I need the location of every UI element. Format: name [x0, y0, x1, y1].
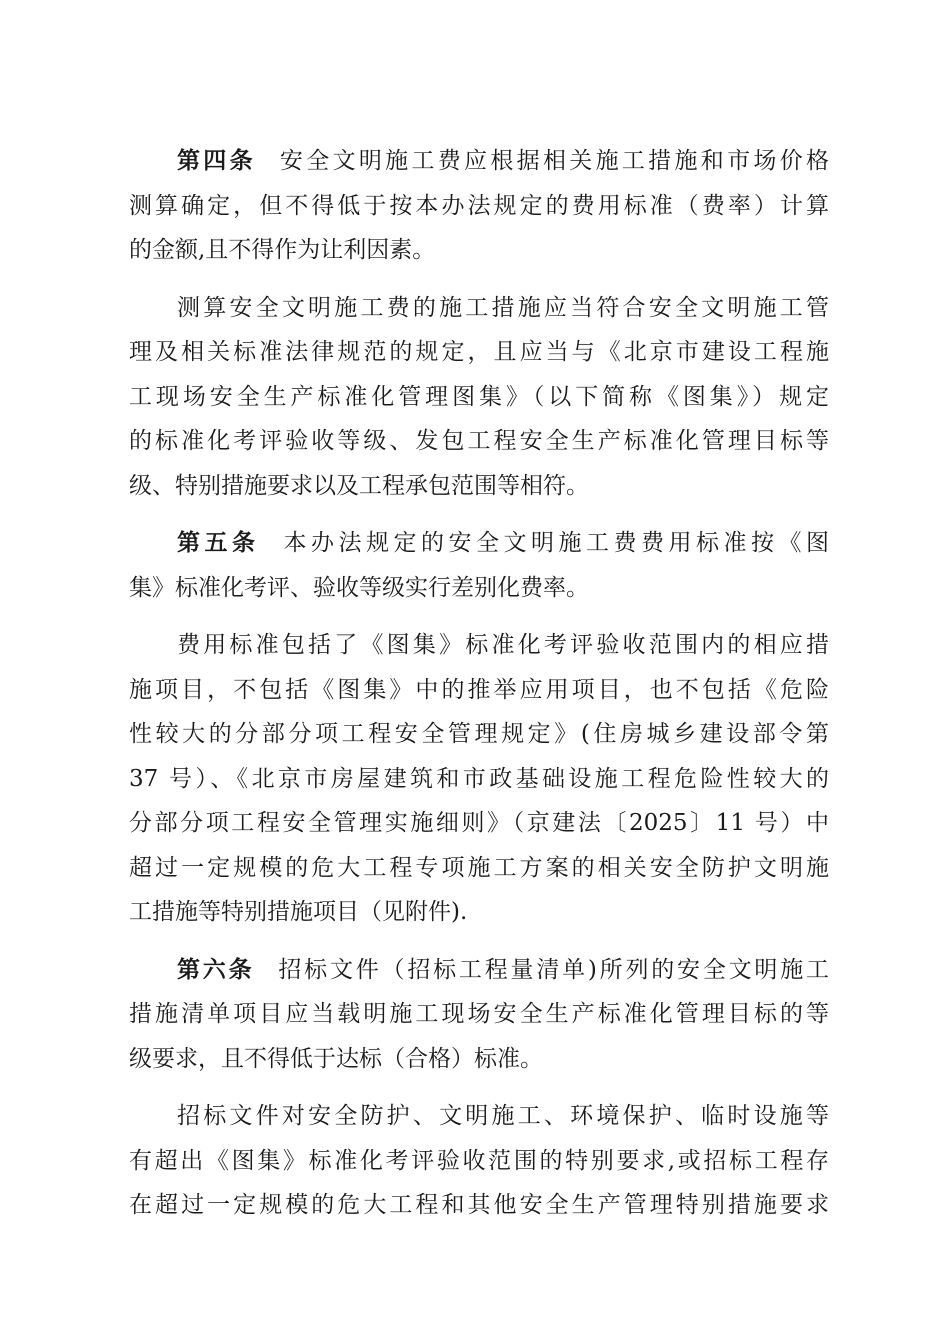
- paragraph-line: 测算确定，但不得低于按本办法规定的费用标准（费率）计算: [129, 192, 829, 219]
- paragraph-line: 级、特别措施要求以及工程承包范围等相符。: [129, 472, 589, 499]
- paragraph-line: 测算安全文明施工费的施工措施应当符合安全文明施工管: [177, 294, 829, 321]
- paragraph-line: 第五条 本办法规定的安全文明施工费费用标准按《图: [177, 529, 829, 556]
- paragraph-line: 的金额,且不得作为让利因素。: [129, 237, 436, 263]
- article-heading: 第四条: [177, 147, 256, 174]
- paragraph-line: 有超出《图集》标准化考评验收范围的特别要求,或招标工程存: [129, 1147, 829, 1174]
- paragraph-line: 工措施等特别措施项目（见附件).: [129, 899, 468, 925]
- paragraph-line: 施项目，不包括《图集》中的推举应用项目，也不包括《危险: [129, 676, 829, 703]
- document-body: [129, 139, 829, 1228]
- paragraph-line: 招标文件对安全防护、文明施工、环境保护、临时设施等: [177, 1103, 829, 1129]
- paragraph-line: 集》标准化考评、验收等级实行差别化费率。: [129, 574, 589, 601]
- paragraph-line: 费用标准包括了《图集》标准化考评验收范围内的相应措: [177, 632, 829, 658]
- paragraph: [129, 1094, 829, 1228]
- paragraph-line: 分部分项工程安全管理实施细则》（京建法〔2025〕11 号）中: [129, 810, 829, 836]
- paragraph-line: 理及相关标准法律规范的规定，且应当与《北京市建设工程施: [129, 339, 829, 365]
- paragraph-line: 措施清单项目应当载明施工现场安全生产标准化管理目标的等: [129, 1001, 829, 1027]
- paragraph-line: 级要求，且不得低于达标（合格）标准。: [129, 1045, 543, 1072]
- paragraph-line: 第六条 招标文件（招标工程量清单)所列的安全文明施工: [177, 955, 829, 983]
- paragraph: [129, 623, 829, 935]
- article-heading: 第六条: [177, 955, 255, 983]
- paragraph-line: 第四条 安全文明施工费应根据相关施工措施和市场价格: [177, 147, 829, 174]
- paragraph-article-5: [129, 521, 829, 610]
- paragraph-article-6: [129, 948, 829, 1082]
- paragraph-line: 37 号）、《北京市房屋建筑和市政基础设施工程危险性较大的: [129, 765, 829, 792]
- paragraph-line: 性较大的分部分项工程安全管理规定》(住房城乡建设部令第: [129, 721, 829, 747]
- paragraph-line: 超过一定规模的危大工程专项施工方案的相关安全防护文明施: [129, 854, 829, 881]
- paragraph-line: 工现场安全生产标准化管理图集》（以下简称《图集》）规定: [129, 383, 829, 410]
- paragraph-line: 在超过一定规模的危大工程和其他安全生产管理特别措施要求: [129, 1192, 829, 1218]
- paragraph-line: 的标准化考评验收等级、发包工程安全生产标准化管理目标等: [129, 428, 829, 454]
- article-heading: 第五条: [177, 529, 260, 556]
- paragraph: [129, 286, 829, 509]
- paragraph-article-4: [129, 139, 829, 273]
